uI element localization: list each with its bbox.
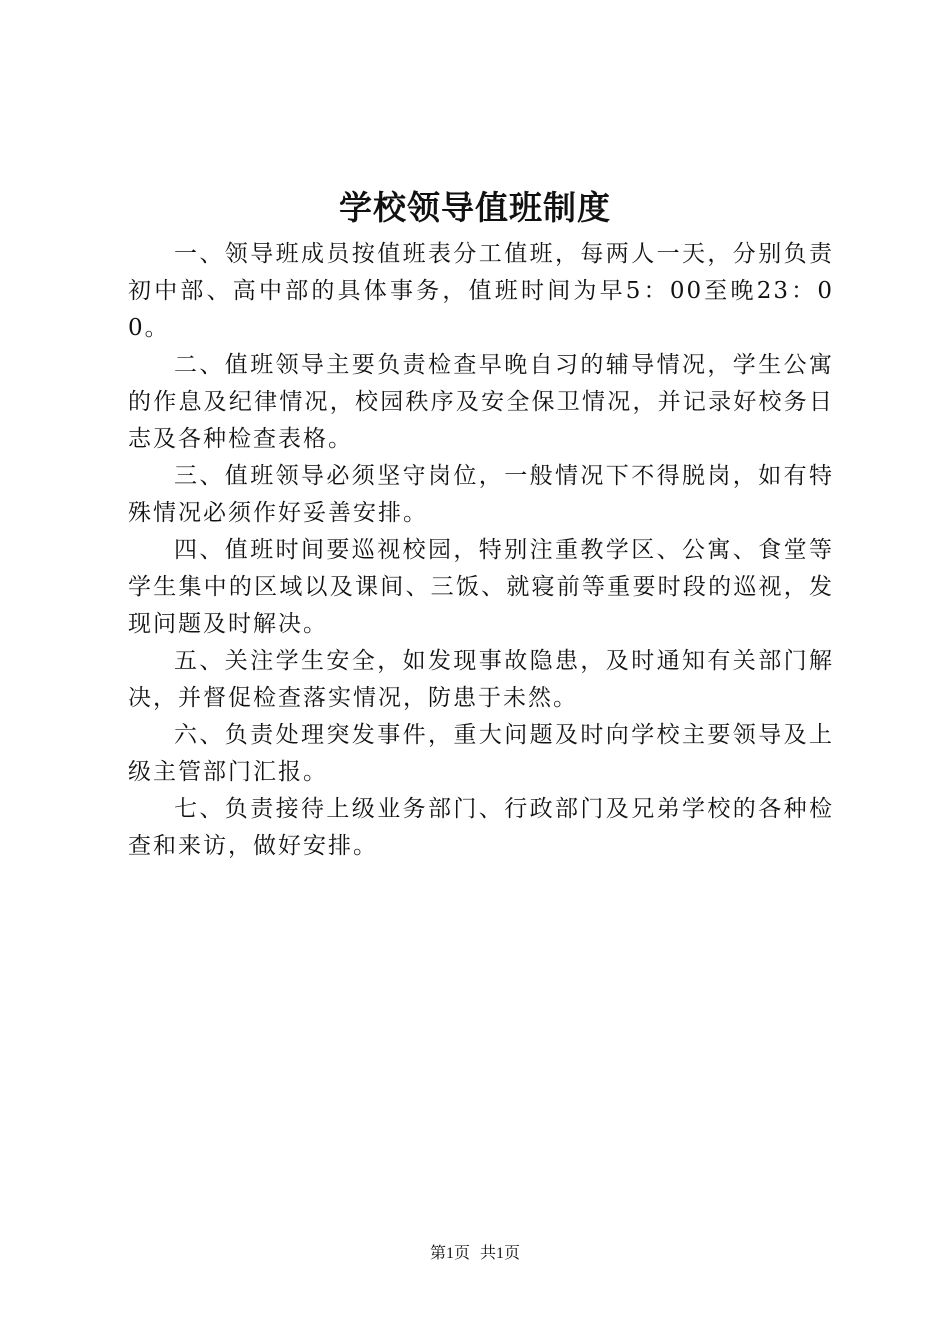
paragraph-3: 三、值班领导必须坚守岗位，一般情况下不得脱岗，如有特殊情况必须作好妥善安排。 [128, 463, 834, 526]
paragraph-1: 一、领导班成员按值班表分工值班，每两人一天，分别负责初中部、高中部的具体事务，值班时间为早5：00至晚23：00。 [128, 241, 834, 341]
paragraph-4: 四、值班时间要巡视校园，特别注重教学区、公寓、食堂等学生集中的区域以及课间、三饭、就寝前等重要时段的巡视，发现问题及时解决。 [128, 537, 834, 637]
page-footer [0, 1242, 950, 1266]
page-number: 第1页 [429, 1245, 470, 1262]
paragraph-7: 七、负责接待上级业务部门、行政部门及兄弟学校的各种检查和来访，做好安排。 [128, 796, 834, 859]
paragraph-6: 六、负责处理突发事件，重大问题及时向学校主要领导及上级主管部门汇报。 [128, 722, 834, 785]
paragraph-5: 五、关注学生安全，如发现事故隐患，及时通知有关部门解决，并督促检查落实情况，防患于未然。 [128, 648, 834, 711]
document-body [128, 236, 834, 865]
paragraph-2: 二、值班领导主要负责检查早晚自习的辅导情况，学生公寓的作息及纪律情况，校园秩序及安全保卫情况，并记录好校务日志及各种检查表格。 [128, 352, 834, 452]
page-total: 共1页 [480, 1245, 521, 1262]
document-title: 学校领导值班制度 [339, 188, 611, 227]
